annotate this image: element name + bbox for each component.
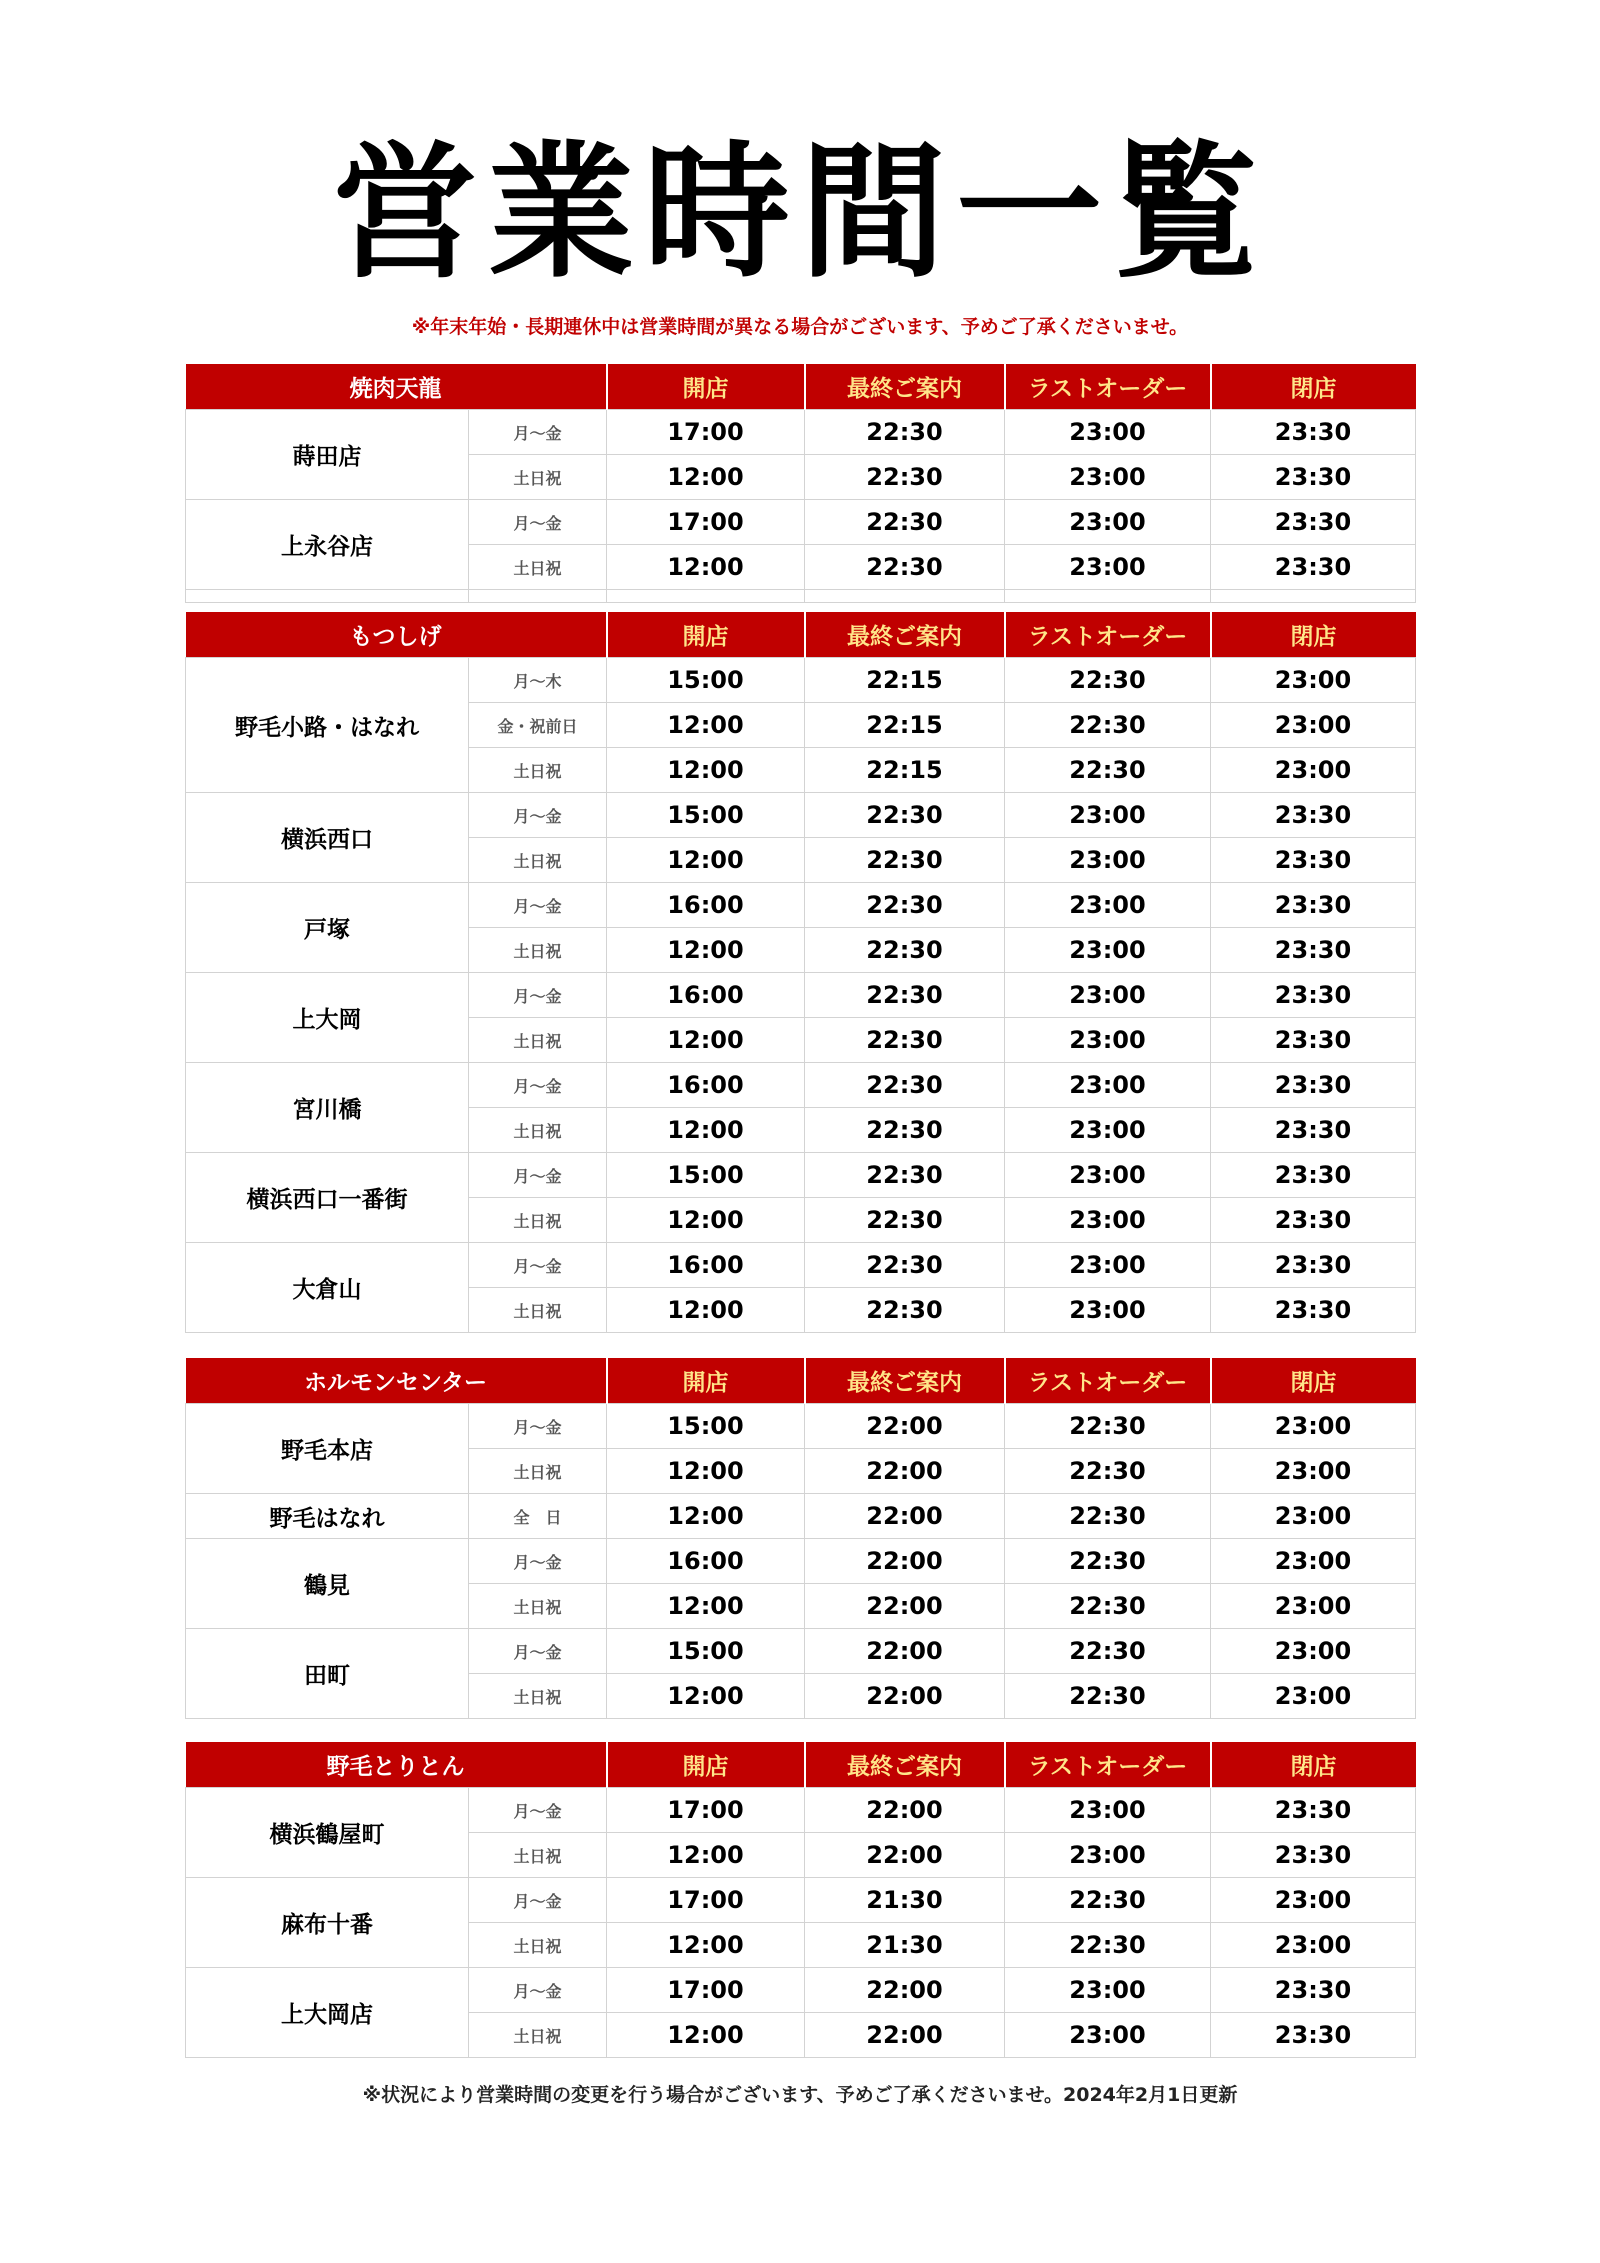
time-cell: 23:00 bbox=[1211, 703, 1416, 748]
time-cell: 16:00 bbox=[607, 973, 805, 1018]
table-row bbox=[186, 1404, 1416, 1449]
time-cell: 23:30 bbox=[1211, 1063, 1416, 1108]
time-cell: 23:00 bbox=[1005, 1243, 1211, 1288]
time-cell: 22:30 bbox=[805, 793, 1005, 838]
time-cell: 22:30 bbox=[805, 1153, 1005, 1198]
spacer-cell bbox=[469, 590, 607, 603]
column-header: 最終ご案内 bbox=[805, 612, 1005, 658]
time-cell: 23:00 bbox=[1005, 1288, 1211, 1333]
day-type: 土日祝 bbox=[469, 1198, 607, 1243]
time-cell: 23:30 bbox=[1211, 793, 1416, 838]
time-cell: 23:30 bbox=[1211, 1243, 1416, 1288]
time-cell: 15:00 bbox=[607, 1629, 805, 1674]
day-type: 月～金 bbox=[469, 500, 607, 545]
time-cell: 22:00 bbox=[805, 1494, 1005, 1539]
brand-name: 野毛とりとん bbox=[186, 1742, 607, 1788]
time-cell: 22:30 bbox=[1005, 1629, 1211, 1674]
time-cell: 17:00 bbox=[607, 500, 805, 545]
column-header: 開店 bbox=[607, 1358, 805, 1404]
store-name: 横浜西口 bbox=[186, 793, 469, 883]
day-type: 土日祝 bbox=[469, 1018, 607, 1063]
table-row bbox=[186, 1788, 1416, 1833]
time-cell: 23:00 bbox=[1211, 748, 1416, 793]
time-cell: 22:00 bbox=[805, 1539, 1005, 1584]
time-cell: 23:00 bbox=[1005, 793, 1211, 838]
time-cell: 23:00 bbox=[1211, 1404, 1416, 1449]
time-cell: 12:00 bbox=[607, 1584, 805, 1629]
section-header-row bbox=[186, 612, 1416, 658]
store-name: 野毛小路・はなれ bbox=[186, 658, 469, 793]
time-cell: 22:00 bbox=[805, 1788, 1005, 1833]
column-header: 閉店 bbox=[1211, 612, 1416, 658]
spacer-cell bbox=[186, 590, 469, 603]
time-cell: 23:30 bbox=[1211, 1108, 1416, 1153]
day-type: 土日祝 bbox=[469, 2013, 607, 2058]
column-header: 閉店 bbox=[1211, 364, 1416, 410]
spacer-cell bbox=[1005, 590, 1211, 603]
table-row bbox=[186, 658, 1416, 703]
column-header: ラストオーダー bbox=[1005, 1742, 1211, 1788]
time-cell: 22:30 bbox=[805, 1288, 1005, 1333]
time-cell: 22:30 bbox=[1005, 658, 1211, 703]
column-header: ラストオーダー bbox=[1005, 1358, 1211, 1404]
day-type: 月～金 bbox=[469, 1788, 607, 1833]
time-cell: 22:00 bbox=[805, 1449, 1005, 1494]
time-cell: 23:00 bbox=[1005, 500, 1211, 545]
time-cell: 23:00 bbox=[1211, 1494, 1416, 1539]
hours-table-section bbox=[185, 1358, 1416, 1719]
time-cell: 17:00 bbox=[607, 1788, 805, 1833]
store-name: 田町 bbox=[186, 1629, 469, 1719]
time-cell: 16:00 bbox=[607, 1243, 805, 1288]
time-cell: 22:30 bbox=[805, 545, 1005, 590]
time-cell: 22:30 bbox=[1005, 1584, 1211, 1629]
day-type: 土日祝 bbox=[469, 1584, 607, 1629]
footer-note: ※状況により営業時間の変更を行う場合がございます、予めご了承くださいませ。2024年2月1日更新 bbox=[362, 2084, 1238, 2106]
time-cell: 22:00 bbox=[805, 1833, 1005, 1878]
time-cell: 22:30 bbox=[1005, 1878, 1211, 1923]
time-cell: 22:30 bbox=[805, 410, 1005, 455]
time-cell: 23:30 bbox=[1211, 973, 1416, 1018]
day-type: 月～木 bbox=[469, 658, 607, 703]
time-cell: 23:00 bbox=[1005, 1063, 1211, 1108]
store-name: 上大岡 bbox=[186, 973, 469, 1063]
time-cell: 16:00 bbox=[607, 883, 805, 928]
time-cell: 23:30 bbox=[1211, 500, 1416, 545]
time-cell: 22:30 bbox=[805, 1198, 1005, 1243]
time-cell: 23:00 bbox=[1211, 1584, 1416, 1629]
time-cell: 23:00 bbox=[1005, 545, 1211, 590]
time-cell: 12:00 bbox=[607, 838, 805, 883]
time-cell: 23:00 bbox=[1005, 1968, 1211, 2013]
time-cell: 23:00 bbox=[1005, 1788, 1211, 1833]
time-cell: 22:30 bbox=[1005, 1923, 1211, 1968]
time-cell: 12:00 bbox=[607, 1494, 805, 1539]
time-cell: 12:00 bbox=[607, 1833, 805, 1878]
time-cell: 23:00 bbox=[1005, 455, 1211, 500]
time-cell: 12:00 bbox=[607, 1108, 805, 1153]
day-type: 金・祝前日 bbox=[469, 703, 607, 748]
store-name: 横浜鶴屋町 bbox=[186, 1788, 469, 1878]
table-row bbox=[186, 1153, 1416, 1198]
time-cell: 12:00 bbox=[607, 455, 805, 500]
table-row bbox=[186, 1968, 1416, 2013]
time-cell: 12:00 bbox=[607, 928, 805, 973]
time-cell: 12:00 bbox=[607, 545, 805, 590]
time-cell: 23:00 bbox=[1211, 658, 1416, 703]
table-row bbox=[186, 410, 1416, 455]
store-name: 横浜西口一番街 bbox=[186, 1153, 469, 1243]
time-cell: 23:00 bbox=[1211, 1923, 1416, 1968]
time-cell: 23:00 bbox=[1005, 928, 1211, 973]
column-header: 最終ご案内 bbox=[805, 1742, 1005, 1788]
time-cell: 23:00 bbox=[1005, 973, 1211, 1018]
time-cell: 17:00 bbox=[607, 1968, 805, 2013]
day-type: 月～金 bbox=[469, 793, 607, 838]
time-cell: 23:30 bbox=[1211, 455, 1416, 500]
spacer-row bbox=[186, 590, 1416, 603]
table-row bbox=[186, 1063, 1416, 1108]
time-cell: 21:30 bbox=[805, 1878, 1005, 1923]
column-header: 最終ご案内 bbox=[805, 1358, 1005, 1404]
section-header-row bbox=[186, 364, 1416, 410]
time-cell: 23:00 bbox=[1005, 838, 1211, 883]
holiday-notice: ※年末年始・長期連休中は営業時間が異なる場合がございます、予めご了承くださいませ。 bbox=[411, 316, 1189, 338]
time-cell: 22:30 bbox=[805, 973, 1005, 1018]
time-cell: 22:30 bbox=[805, 1018, 1005, 1063]
time-cell: 22:00 bbox=[805, 1404, 1005, 1449]
store-name: 野毛本店 bbox=[186, 1404, 469, 1494]
time-cell: 22:30 bbox=[805, 1243, 1005, 1288]
hours-table-section bbox=[185, 1742, 1416, 2058]
day-type: 月～金 bbox=[469, 410, 607, 455]
section-header-row bbox=[186, 1358, 1416, 1404]
store-name: 上大岡店 bbox=[186, 1968, 469, 2058]
day-type: 土日祝 bbox=[469, 748, 607, 793]
time-cell: 22:30 bbox=[1005, 703, 1211, 748]
time-cell: 23:00 bbox=[1211, 1878, 1416, 1923]
time-cell: 15:00 bbox=[607, 1404, 805, 1449]
column-header: 閉店 bbox=[1211, 1358, 1416, 1404]
time-cell: 17:00 bbox=[607, 410, 805, 455]
time-cell: 22:15 bbox=[805, 703, 1005, 748]
time-cell: 15:00 bbox=[607, 1153, 805, 1198]
spacer-cell bbox=[607, 590, 805, 603]
brand-name: 焼肉天龍 bbox=[186, 364, 607, 410]
day-type: 全 日 bbox=[469, 1494, 607, 1539]
time-cell: 12:00 bbox=[607, 1018, 805, 1063]
time-cell: 23:30 bbox=[1211, 1968, 1416, 2013]
time-cell: 23:00 bbox=[1005, 1198, 1211, 1243]
time-cell: 16:00 bbox=[607, 1063, 805, 1108]
table-row bbox=[186, 500, 1416, 545]
time-cell: 22:15 bbox=[805, 658, 1005, 703]
time-cell: 22:15 bbox=[805, 748, 1005, 793]
time-cell: 15:00 bbox=[607, 793, 805, 838]
table-row bbox=[186, 1243, 1416, 1288]
store-name: 麻布十番 bbox=[186, 1878, 469, 1968]
time-cell: 12:00 bbox=[607, 1288, 805, 1333]
time-cell: 23:30 bbox=[1211, 1288, 1416, 1333]
section-header-row bbox=[186, 1742, 1416, 1788]
time-cell: 12:00 bbox=[607, 748, 805, 793]
time-cell: 23:30 bbox=[1211, 883, 1416, 928]
column-header: 開店 bbox=[607, 612, 805, 658]
time-cell: 23:00 bbox=[1005, 1833, 1211, 1878]
time-cell: 23:00 bbox=[1211, 1629, 1416, 1674]
time-cell: 22:30 bbox=[805, 455, 1005, 500]
day-type: 土日祝 bbox=[469, 1833, 607, 1878]
time-cell: 23:30 bbox=[1211, 1153, 1416, 1198]
store-name: 上永谷店 bbox=[186, 500, 469, 590]
time-cell: 23:00 bbox=[1005, 1018, 1211, 1063]
day-type: 月～金 bbox=[469, 1063, 607, 1108]
time-cell: 22:30 bbox=[1005, 1674, 1211, 1719]
day-type: 月～金 bbox=[469, 1968, 607, 2013]
day-type: 土日祝 bbox=[469, 1674, 607, 1719]
day-type: 月～金 bbox=[469, 1153, 607, 1198]
time-cell: 12:00 bbox=[607, 703, 805, 748]
day-type: 土日祝 bbox=[469, 1449, 607, 1494]
table-row bbox=[186, 883, 1416, 928]
time-cell: 23:30 bbox=[1211, 928, 1416, 973]
table-row bbox=[186, 1629, 1416, 1674]
page-title: 営業時間一覧 bbox=[332, 128, 1268, 298]
day-type: 月～金 bbox=[469, 1243, 607, 1288]
time-cell: 23:30 bbox=[1211, 838, 1416, 883]
time-cell: 23:00 bbox=[1005, 883, 1211, 928]
day-type: 土日祝 bbox=[469, 545, 607, 590]
table-row bbox=[186, 973, 1416, 1018]
time-cell: 22:30 bbox=[805, 883, 1005, 928]
time-cell: 22:30 bbox=[805, 500, 1005, 545]
day-type: 土日祝 bbox=[469, 928, 607, 973]
time-cell: 12:00 bbox=[607, 1674, 805, 1719]
store-name: 蒔田店 bbox=[186, 410, 469, 500]
time-cell: 22:30 bbox=[1005, 1404, 1211, 1449]
hours-table-section bbox=[185, 364, 1416, 603]
time-cell: 22:00 bbox=[805, 2013, 1005, 2058]
day-type: 月～金 bbox=[469, 1539, 607, 1584]
time-cell: 22:30 bbox=[1005, 748, 1211, 793]
time-cell: 23:00 bbox=[1211, 1674, 1416, 1719]
time-cell: 23:30 bbox=[1211, 1833, 1416, 1878]
day-type: 月～金 bbox=[469, 973, 607, 1018]
store-name: 野毛はなれ bbox=[186, 1494, 469, 1539]
time-cell: 12:00 bbox=[607, 1449, 805, 1494]
time-cell: 16:00 bbox=[607, 1539, 805, 1584]
time-cell: 21:30 bbox=[805, 1923, 1005, 1968]
time-cell: 23:00 bbox=[1211, 1539, 1416, 1584]
time-cell: 23:00 bbox=[1005, 1153, 1211, 1198]
table-row bbox=[186, 1878, 1416, 1923]
time-cell: 22:00 bbox=[805, 1674, 1005, 1719]
time-cell: 22:00 bbox=[805, 1629, 1005, 1674]
store-name: 宮川橋 bbox=[186, 1063, 469, 1153]
store-name: 大倉山 bbox=[186, 1243, 469, 1333]
day-type: 月～金 bbox=[469, 883, 607, 928]
table-row bbox=[186, 793, 1416, 838]
day-type: 月～金 bbox=[469, 1878, 607, 1923]
day-type: 土日祝 bbox=[469, 1108, 607, 1153]
day-type: 月～金 bbox=[469, 1404, 607, 1449]
column-header: 最終ご案内 bbox=[805, 364, 1005, 410]
table-row bbox=[186, 1539, 1416, 1584]
column-header: ラストオーダー bbox=[1005, 364, 1211, 410]
brand-name: もつしげ bbox=[186, 612, 607, 658]
time-cell: 23:30 bbox=[1211, 1198, 1416, 1243]
time-cell: 23:30 bbox=[1211, 2013, 1416, 2058]
day-type: 土日祝 bbox=[469, 1288, 607, 1333]
time-cell: 22:30 bbox=[1005, 1494, 1211, 1539]
time-cell: 22:30 bbox=[805, 838, 1005, 883]
table-row bbox=[186, 1494, 1416, 1539]
time-cell: 15:00 bbox=[607, 658, 805, 703]
time-cell: 22:00 bbox=[805, 1968, 1005, 2013]
time-cell: 23:30 bbox=[1211, 545, 1416, 590]
time-cell: 22:30 bbox=[805, 1108, 1005, 1153]
time-cell: 12:00 bbox=[607, 2013, 805, 2058]
column-header: ラストオーダー bbox=[1005, 612, 1211, 658]
spacer-cell bbox=[1211, 590, 1416, 603]
brand-name: ホルモンセンター bbox=[186, 1358, 607, 1404]
time-cell: 23:00 bbox=[1005, 2013, 1211, 2058]
column-header: 開店 bbox=[607, 364, 805, 410]
spacer-cell bbox=[805, 590, 1005, 603]
time-cell: 22:30 bbox=[805, 1063, 1005, 1108]
time-cell: 23:30 bbox=[1211, 1018, 1416, 1063]
day-type: 月～金 bbox=[469, 1629, 607, 1674]
day-type: 土日祝 bbox=[469, 455, 607, 500]
day-type: 土日祝 bbox=[469, 838, 607, 883]
time-cell: 22:30 bbox=[1005, 1449, 1211, 1494]
time-cell: 23:30 bbox=[1211, 1788, 1416, 1833]
time-cell: 23:00 bbox=[1005, 410, 1211, 455]
time-cell: 22:30 bbox=[1005, 1539, 1211, 1584]
time-cell: 22:30 bbox=[805, 928, 1005, 973]
time-cell: 12:00 bbox=[607, 1923, 805, 1968]
time-cell: 23:30 bbox=[1211, 410, 1416, 455]
time-cell: 17:00 bbox=[607, 1878, 805, 1923]
time-cell: 23:00 bbox=[1005, 1108, 1211, 1153]
time-cell: 22:00 bbox=[805, 1584, 1005, 1629]
time-cell: 23:00 bbox=[1211, 1449, 1416, 1494]
store-name: 鶴見 bbox=[186, 1539, 469, 1629]
day-type: 土日祝 bbox=[469, 1923, 607, 1968]
hours-table-section bbox=[185, 612, 1416, 1333]
column-header: 開店 bbox=[607, 1742, 805, 1788]
time-cell: 12:00 bbox=[607, 1198, 805, 1243]
column-header: 閉店 bbox=[1211, 1742, 1416, 1788]
store-name: 戸塚 bbox=[186, 883, 469, 973]
